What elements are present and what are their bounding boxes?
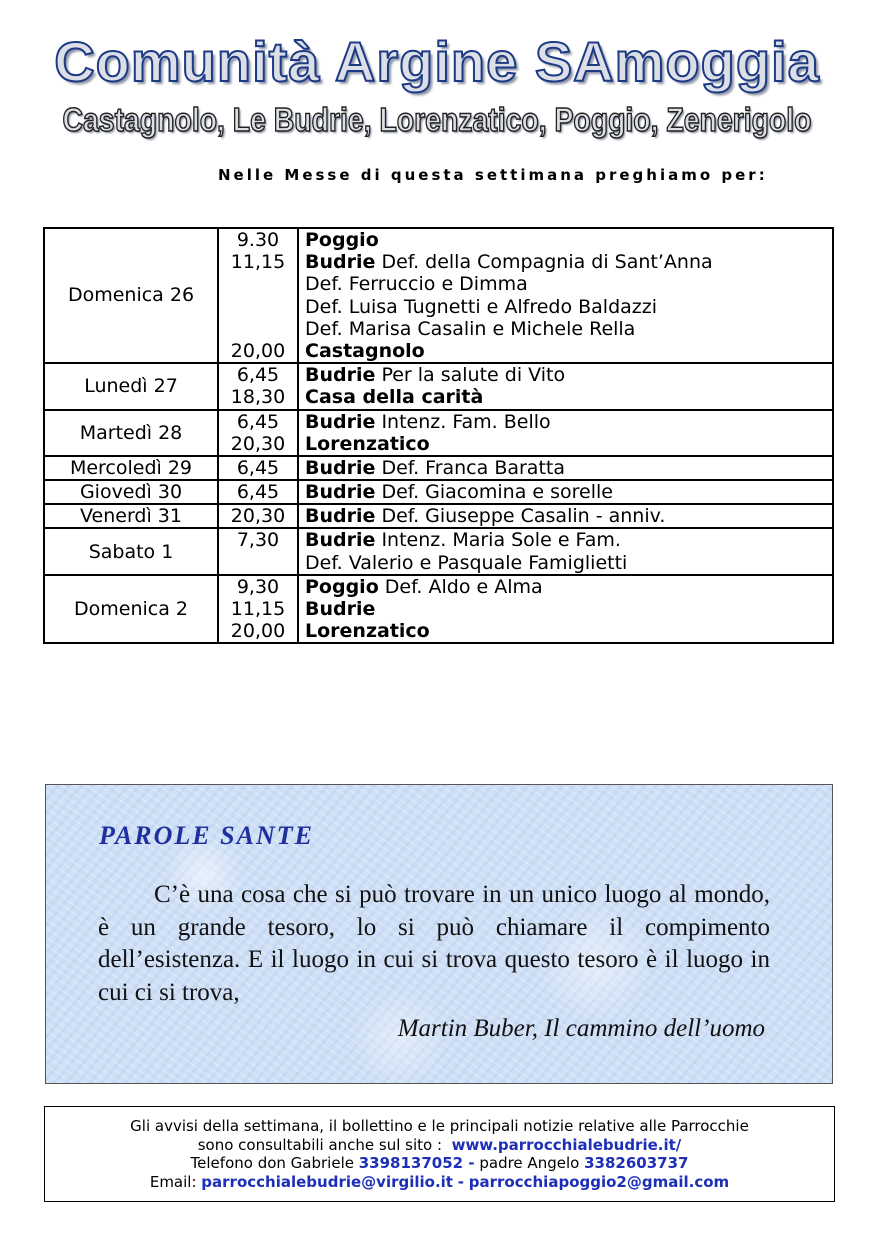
- mass-place: Poggio: [305, 575, 379, 598]
- mass-time: 6,45: [236, 481, 280, 504]
- mass-intention-line: [305, 251, 832, 273]
- email-budrie-link[interactable]: parrocchialebudrie@virgilio.it: [201, 1172, 453, 1191]
- mass-place: Budrie: [305, 456, 376, 479]
- mass-intention-line: [305, 576, 832, 598]
- mass-place: Castagnolo: [305, 339, 425, 362]
- mass-intention: Def. Giacomina e sorelle: [381, 481, 613, 504]
- footer-site-label: sono consultabili anche sul sito :: [197, 1135, 443, 1154]
- mass-time: 6,45: [236, 456, 280, 479]
- schedule-intentions: [298, 528, 833, 574]
- mass-place: Budrie: [305, 481, 376, 504]
- mass-intention: Def. Valerio e Pasquale Famiglietti: [305, 551, 628, 574]
- schedule-intentions: [298, 504, 833, 528]
- footer-notice-text: Gli avvisi della settimana, il bollettino e le principali notizie relative alle Parrocchie: [130, 1117, 749, 1135]
- mass-intention-line: [305, 529, 832, 551]
- intro-text: Nelle Messe di questa settimana preghiamo per:: [218, 166, 768, 184]
- footer-line-2: [45, 1136, 834, 1155]
- mass-intention-line: [305, 433, 832, 455]
- mass-intention-line: [305, 505, 832, 527]
- mass-time: [219, 318, 297, 340]
- mass-intention-line: [305, 296, 832, 318]
- schedule-row: [44, 228, 833, 363]
- schedule-row: [44, 456, 833, 480]
- mass-intention-line: [305, 340, 832, 362]
- mass-time: 11,15: [230, 598, 286, 621]
- mass-time: 20,30: [230, 505, 286, 528]
- mass-intention-line: [305, 411, 832, 433]
- schedule-times: [218, 410, 298, 456]
- mass-place: Budrie: [305, 529, 376, 552]
- mass-intention-line: [305, 552, 832, 574]
- schedule-day: Venerdì 31: [44, 504, 218, 528]
- schedule-row: [44, 363, 833, 409]
- mass-intention-line: [305, 229, 832, 251]
- phone-label-angelo: padre Angelo: [479, 1154, 580, 1172]
- schedule-times: [218, 228, 298, 363]
- mass-place: Budrie: [305, 364, 376, 387]
- mass-time: [219, 273, 297, 295]
- schedule-intentions: [298, 410, 833, 456]
- mass-intention: Def. Marisa Casalin e Michele Rella: [305, 317, 636, 340]
- community-title: Comunità Argine SAmoggia: [54, 30, 820, 93]
- parishes-subtitle: Castagnolo, Le Budrie, Lorenzatico, Poggio, Zenerigolo: [62, 101, 812, 138]
- footer-line-3: [45, 1154, 834, 1173]
- schedule-times: [218, 456, 298, 480]
- schedule-body: [44, 228, 833, 643]
- schedule-day: Martedì 28: [44, 410, 218, 456]
- schedule-intentions: [298, 575, 833, 644]
- mass-time: 18,30: [230, 386, 286, 409]
- website-link[interactable]: www.parrocchialebudrie.it/: [451, 1135, 682, 1154]
- mass-intention: Def. Ferruccio e Dimma: [305, 273, 528, 296]
- schedule-row: [44, 575, 833, 644]
- schedule-intentions: [298, 228, 833, 363]
- mass-time: 20,30: [230, 432, 286, 455]
- mass-time: 9.30: [236, 229, 280, 251]
- quote-author: Martin Buber, Il cammino dell’uomo: [397, 1015, 765, 1042]
- mass-intention: Def. Giuseppe Casalin - anniv.: [381, 505, 666, 528]
- mass-time: 20,00: [230, 620, 286, 643]
- schedule-times: [218, 504, 298, 528]
- mass-intention: Def. Franca Baratta: [381, 456, 565, 479]
- mass-time: 11,15: [230, 251, 286, 274]
- quote-title: PAROLE SANTE: [99, 821, 314, 850]
- mass-intention-line: [305, 620, 832, 642]
- mass-time: [219, 552, 297, 574]
- mass-intention-line: [305, 386, 832, 408]
- mass-place: Budrie: [305, 251, 376, 274]
- mass-place: Budrie: [305, 505, 376, 528]
- mass-time: [219, 296, 297, 318]
- schedule-row: [44, 410, 833, 456]
- mass-time: 20,00: [230, 339, 286, 362]
- mass-place: Lorenzatico: [305, 432, 430, 455]
- mass-intention-line: [305, 273, 832, 295]
- mass-schedule-table: [43, 227, 834, 644]
- schedule-row: [44, 504, 833, 528]
- mass-place: Budrie: [305, 410, 376, 433]
- mass-intention-line: [305, 481, 832, 503]
- schedule-times: [218, 528, 298, 574]
- mass-intention-line: [305, 364, 832, 386]
- mass-place: Poggio: [305, 229, 379, 251]
- mass-time: 7,30: [236, 529, 280, 552]
- schedule-day: Domenica 26: [44, 228, 218, 363]
- mass-time: 6,45: [236, 364, 280, 387]
- mass-place: Casa della carità: [305, 386, 484, 409]
- phone-angelo[interactable]: 3382603737: [584, 1154, 689, 1172]
- mass-intention: Intenz. Maria Sole e Fam.: [381, 529, 621, 552]
- schedule-day: Sabato 1: [44, 528, 218, 574]
- footer-box: [44, 1106, 835, 1202]
- email-poggio-link[interactable]: parrocchiapoggio2@gmail.com: [468, 1172, 730, 1191]
- schedule-day: Giovedì 30: [44, 480, 218, 504]
- mass-intention: Per la salute di Vito: [381, 364, 566, 387]
- mass-place: Budrie: [305, 598, 376, 621]
- phone-gabriele[interactable]: 3398137052 -: [358, 1154, 475, 1172]
- mass-time: 9,30: [236, 575, 280, 598]
- email-label: Email:: [149, 1172, 197, 1191]
- schedule-times: [218, 363, 298, 409]
- footer-line-1: [45, 1117, 834, 1136]
- schedule-times: [218, 575, 298, 644]
- schedule-times: [218, 480, 298, 504]
- mass-place: Lorenzatico: [305, 620, 430, 643]
- schedule-day: Domenica 2: [44, 575, 218, 644]
- quote-box: [45, 784, 833, 1084]
- mass-intention: Def. Luisa Tugnetti e Alfredo Baldazzi: [305, 295, 658, 318]
- schedule-row: [44, 480, 833, 504]
- quote-text: C’è una cosa che si può trovare in un unico luogo al mondo, è un grande tesoro, lo si può chiamare il compimento dell’esistenza. E il luogo in cui si trova questo tesoro è il luogo in cui ci si trova,: [98, 881, 770, 1006]
- mass-intention-line: [305, 457, 832, 479]
- schedule-row: [44, 528, 833, 574]
- schedule-intentions: [298, 363, 833, 409]
- schedule-day: Lunedì 27: [44, 363, 218, 409]
- schedule-intentions: [298, 456, 833, 480]
- mass-intention-line: [305, 318, 832, 340]
- email-separator: -: [457, 1172, 464, 1191]
- footer-line-4: [45, 1173, 834, 1192]
- mass-time: 6,45: [236, 410, 280, 433]
- schedule-intentions: [298, 480, 833, 504]
- mass-intention: Def. Aldo e Alma: [384, 575, 543, 598]
- phone-label-gabriele: Telefono don Gabriele: [190, 1154, 354, 1172]
- mass-intention: Def. della Compagnia di Sant’Anna: [381, 251, 713, 274]
- mass-intention: Intenz. Fam. Bello: [381, 410, 551, 433]
- mass-intention-line: [305, 598, 832, 620]
- schedule-day: Mercoledì 29: [44, 456, 218, 480]
